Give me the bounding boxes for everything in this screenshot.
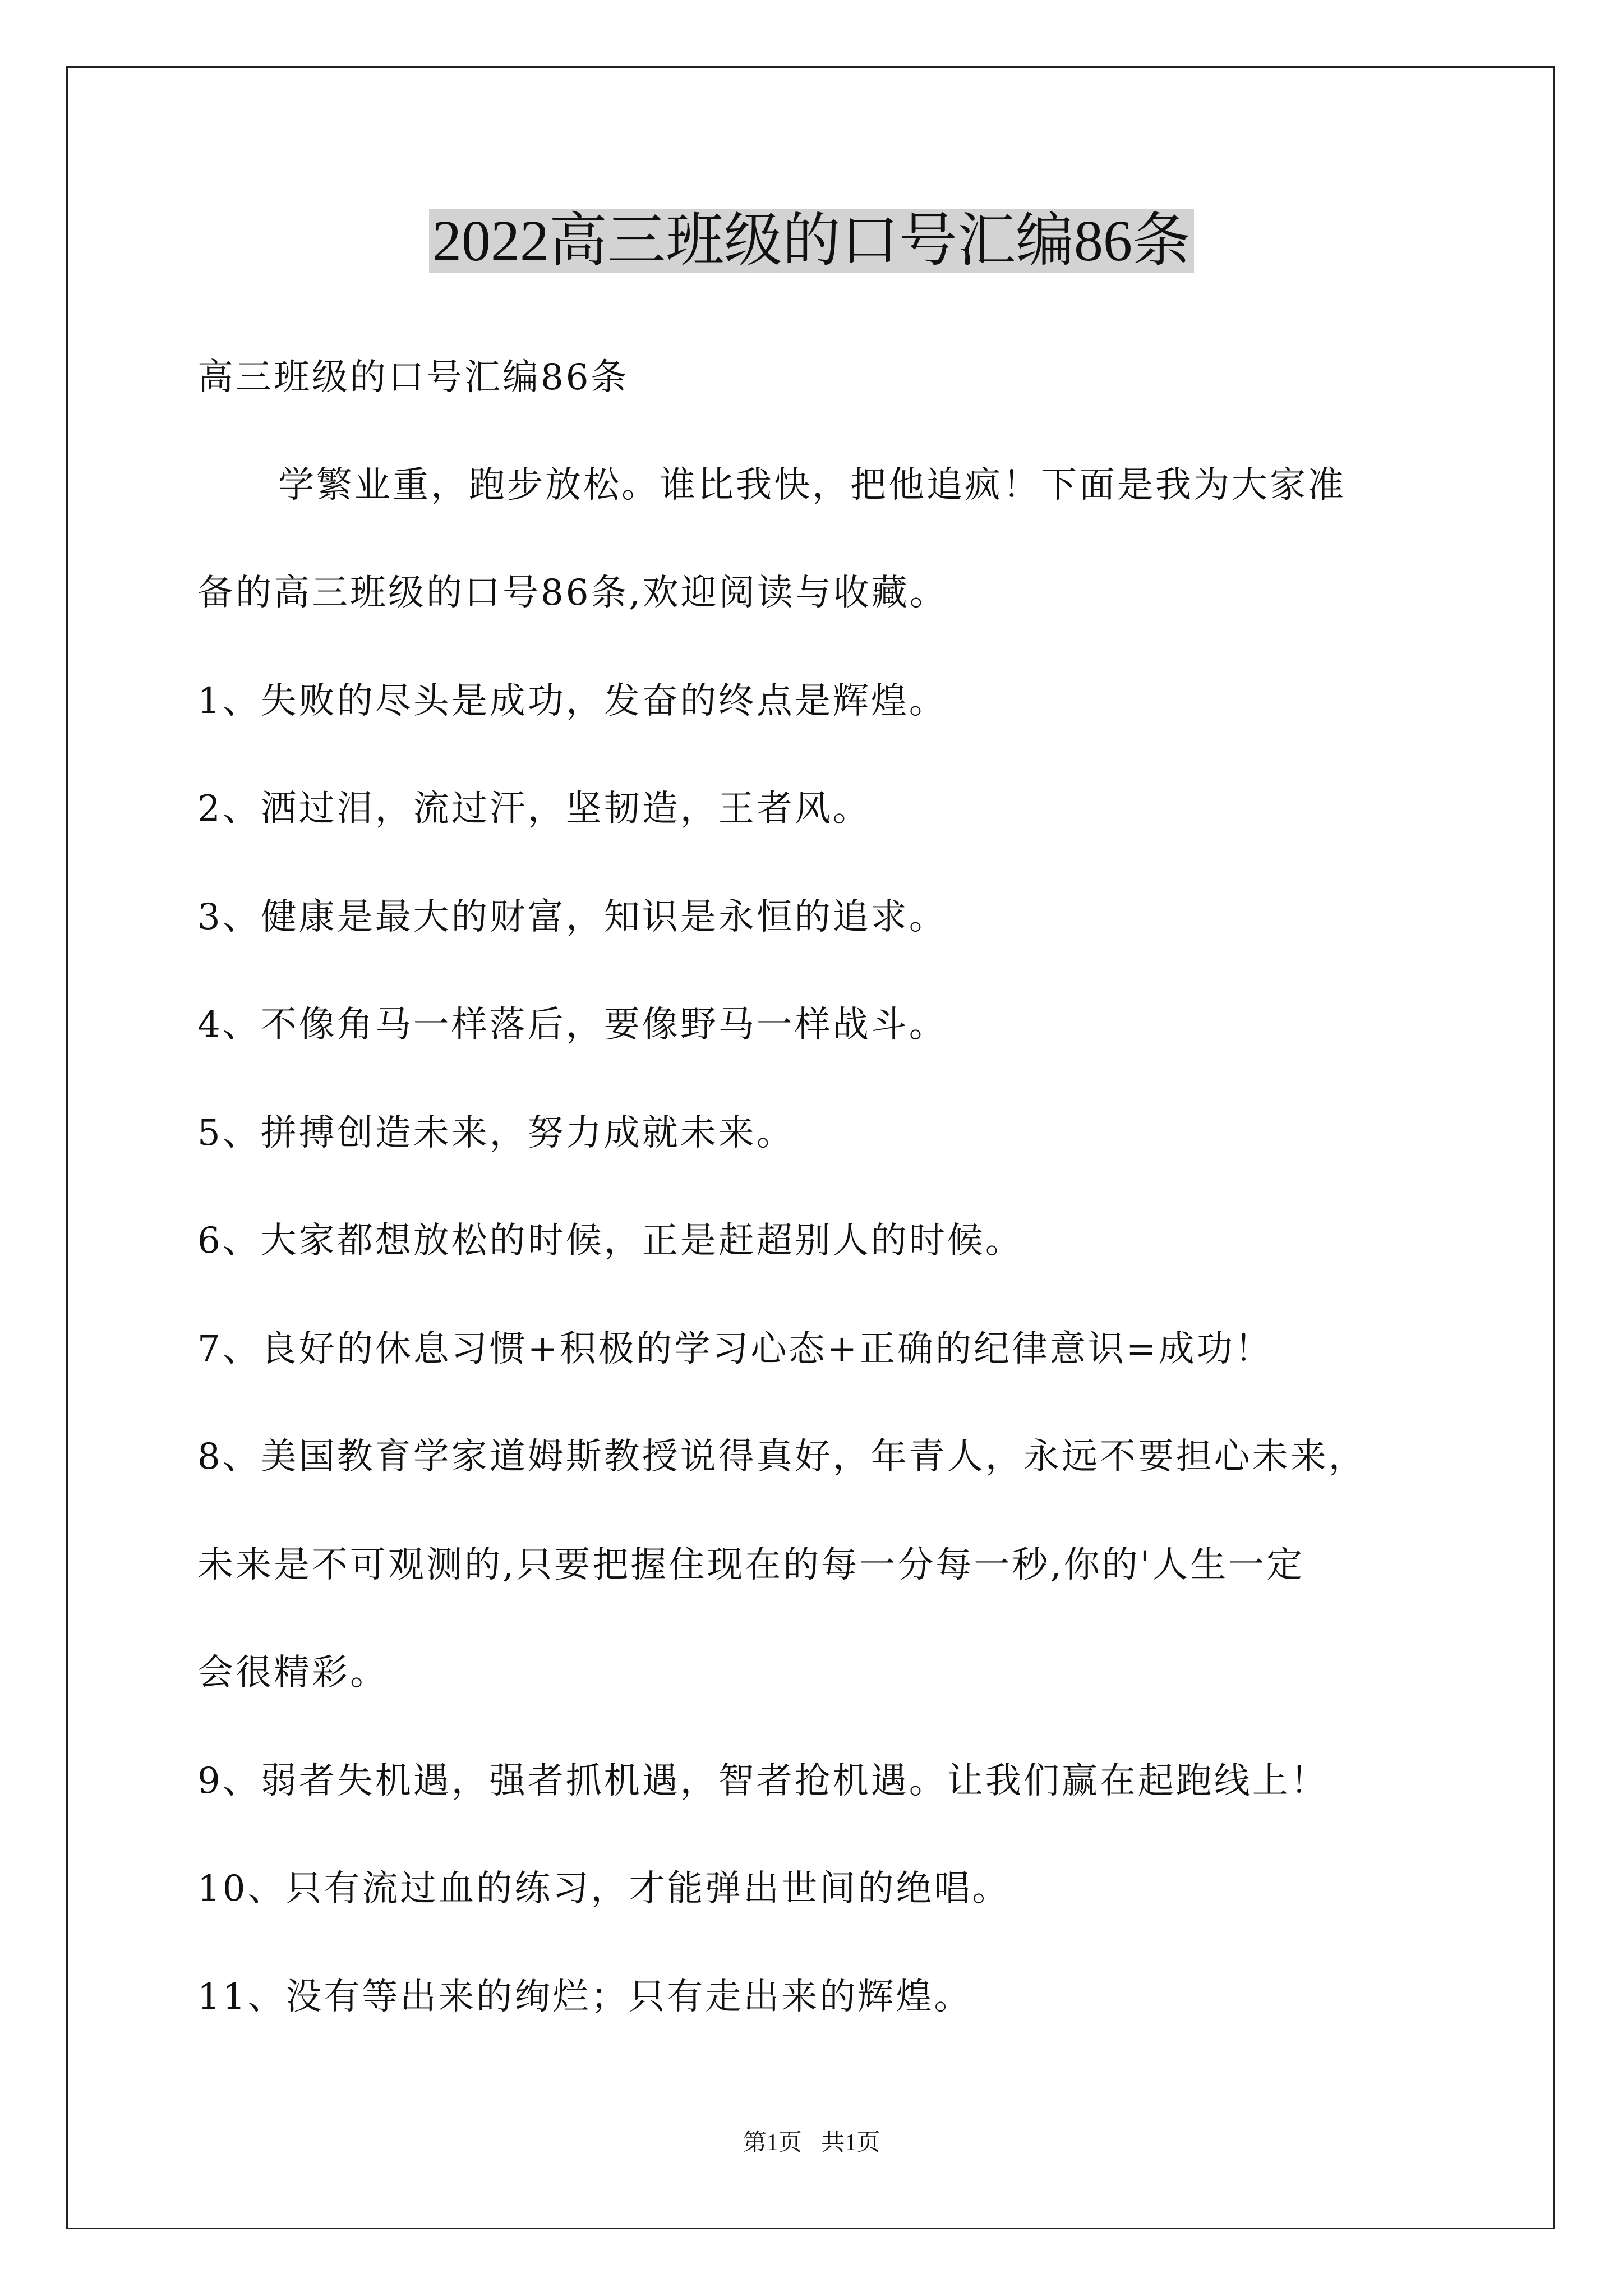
- slogan-line: 会很精彩。: [197, 1652, 388, 1694]
- slogan-line: 6、大家都想放松的时候，正是赶超别人的时候。: [197, 1220, 1023, 1262]
- slogan-line: 1、失败的尽头是成功，发奋的终点是辉煌。: [197, 680, 947, 722]
- slogan-line: 4、不像角马一样落后，要像野马一样战斗。: [197, 1004, 947, 1046]
- slogan-line: 10、只有流过血的练习，才能弹出世间的绝唱。: [197, 1868, 1011, 1910]
- slogan-line: 2、洒过泪，流过汗，坚韧造，王者风。: [197, 788, 871, 830]
- subtitle-line: 高三班级的口号汇编86条: [197, 357, 629, 398]
- slogan-line: 11、没有等出来的绚烂；只有走出来的辉煌。: [197, 1976, 972, 2018]
- document-title-text: 2022高三班级的口号汇编86条: [429, 209, 1194, 273]
- intro-line: 学繁业重，跑步放松。谁比我快，把他追疯！下面是我为大家准: [278, 464, 1346, 506]
- slogan-line: 8、美国教育学家道姆斯教授说得真好，年青人，永远不要担心未来，: [197, 1436, 1367, 1478]
- slogan-line: 3、健康是最大的财富，知识是永恒的追求。: [197, 896, 947, 938]
- page-footer: [0, 2126, 1623, 2160]
- page-total: 共1页: [821, 2130, 880, 2156]
- intro-line: 备的高三班级的口号86条,欢迎阅读与收藏。: [197, 572, 948, 614]
- slogan-line: 9、弱者失机遇，强者抓机遇，智者抢机遇。让我们赢在起跑线上！: [197, 1760, 1329, 1802]
- slogan-line: 7、良好的休息习惯+积极的学习心态+正确的纪律意识=成功！: [197, 1328, 1273, 1370]
- slogan-line: 5、拼搏创造未来，努力成就未来。: [197, 1112, 795, 1154]
- document-title: [0, 199, 1623, 283]
- page-number: 第1页: [743, 2130, 802, 2156]
- slogan-line: 未来是不可观测的,只要把握住现在的每一分每一秒,你的'人生一定: [197, 1544, 1305, 1586]
